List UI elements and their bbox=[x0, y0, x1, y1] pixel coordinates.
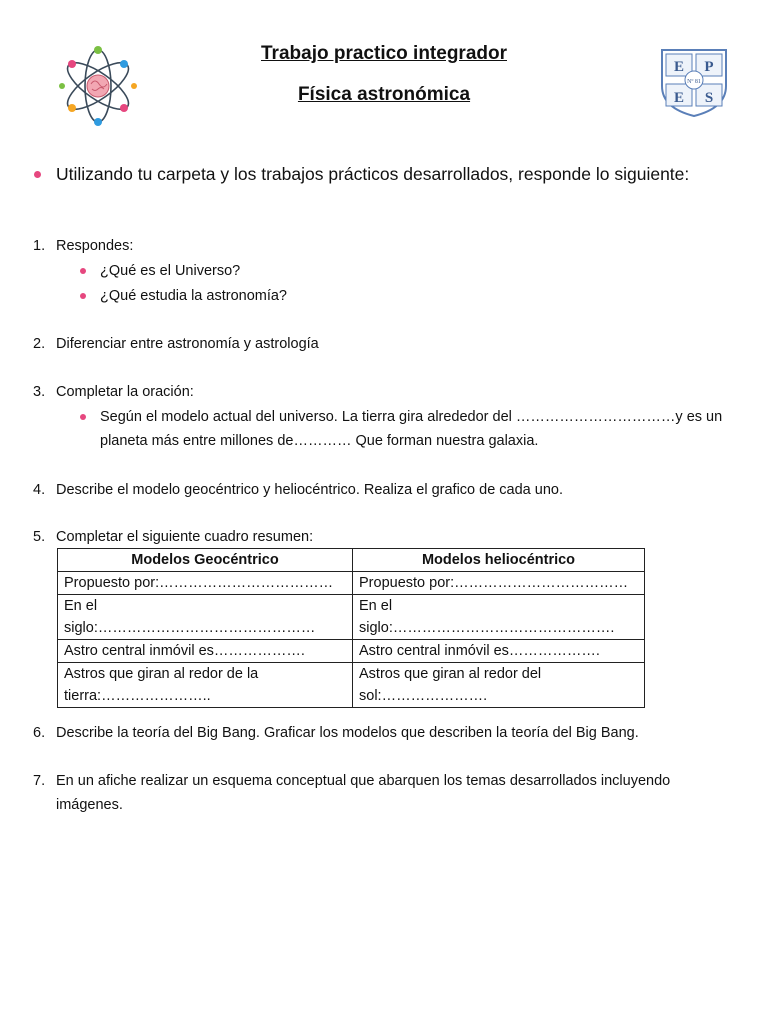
intro-instruction bbox=[34, 164, 689, 185]
table-row bbox=[58, 663, 645, 708]
question-1-bullet-2: ¿Qué estudia la astronomía? bbox=[100, 288, 287, 304]
logo-letter-e1: E bbox=[673, 59, 685, 75]
question-number: 2. bbox=[33, 336, 46, 352]
question-text: En un afiche realizar un esquema conceptual que abarquen los temas desarrollados incluyendo bbox=[56, 773, 671, 789]
question-text: Completar la oración: bbox=[56, 384, 194, 400]
bullet-icon bbox=[80, 293, 86, 299]
question-number: 4. bbox=[33, 482, 46, 498]
table-header-geocentric: Modelos Geocéntrico bbox=[58, 549, 353, 572]
document-title: Trabajo practico integrador bbox=[261, 43, 507, 64]
table-row bbox=[58, 572, 645, 595]
table-cell: Propuesto por:……………………………… bbox=[58, 572, 353, 595]
table-row bbox=[58, 595, 645, 640]
table-header-heliocentric: Modelos heliocéntrico bbox=[353, 549, 645, 572]
table-cell: Astro central inmóvil es………………. bbox=[353, 640, 645, 663]
logo-center-text: Nº 81 bbox=[687, 79, 701, 85]
question-text: Describe la teoría del Big Bang. Graficar los modelos que describen la teoría del Big Bang. bbox=[56, 725, 639, 741]
table-cell: Astro central inmóvil es………………. bbox=[58, 640, 353, 663]
table-cell: Astros que giran al redor del sol:…………………. bbox=[353, 663, 645, 708]
question-text: Describe el modelo geocéntrico y heliocéntrico. Realiza el grafico de cada uno. bbox=[56, 482, 563, 498]
table-cell: En el siglo:………………………………………. bbox=[353, 595, 645, 640]
table-cell: En el siglo:……………………………………… bbox=[58, 595, 353, 640]
question-text-continued: imágenes. bbox=[56, 797, 123, 813]
table-header-row bbox=[58, 549, 645, 572]
table-cell: Propuesto por:……………………………… bbox=[353, 572, 645, 595]
question-1-bullet-1: ¿Qué es el Universo? bbox=[100, 263, 241, 279]
question-number: 6. bbox=[33, 725, 46, 741]
intro-text: Utilizando tu carpeta y los trabajos prácticos desarrollados, responde lo siguiente: bbox=[56, 164, 690, 184]
bullet-icon bbox=[34, 171, 41, 178]
question-text: Respondes: bbox=[56, 238, 134, 254]
question-text: Completar el siguiente cuadro resumen: bbox=[56, 529, 314, 545]
table-cell: Astros que giran al redor de la tierra:………………….. bbox=[58, 663, 353, 708]
question-number: 3. bbox=[33, 384, 46, 400]
logo-letter-s: S bbox=[704, 90, 714, 106]
question-number: 5. bbox=[33, 529, 46, 545]
summary-table bbox=[57, 548, 645, 708]
bullet-icon bbox=[80, 268, 86, 274]
question-3-bullet-line-1: Según el modelo actual del universo. La tierra gira alrededor del ……………………………y es un bbox=[100, 409, 723, 425]
logo-letter-e2: E bbox=[673, 90, 685, 106]
question-number: 7. bbox=[33, 773, 46, 789]
question-text: Diferenciar entre astronomía y astrología bbox=[56, 336, 319, 352]
document-subtitle: Física astronómica bbox=[297, 84, 471, 105]
logo-letter-p: P bbox=[704, 59, 714, 75]
question-3-bullet-line-2: planeta más entre millones de………… Que forman nuestra galaxia. bbox=[100, 433, 539, 449]
bullet-icon bbox=[80, 414, 86, 420]
table-row bbox=[58, 640, 645, 663]
question-number: 1. bbox=[33, 238, 46, 254]
